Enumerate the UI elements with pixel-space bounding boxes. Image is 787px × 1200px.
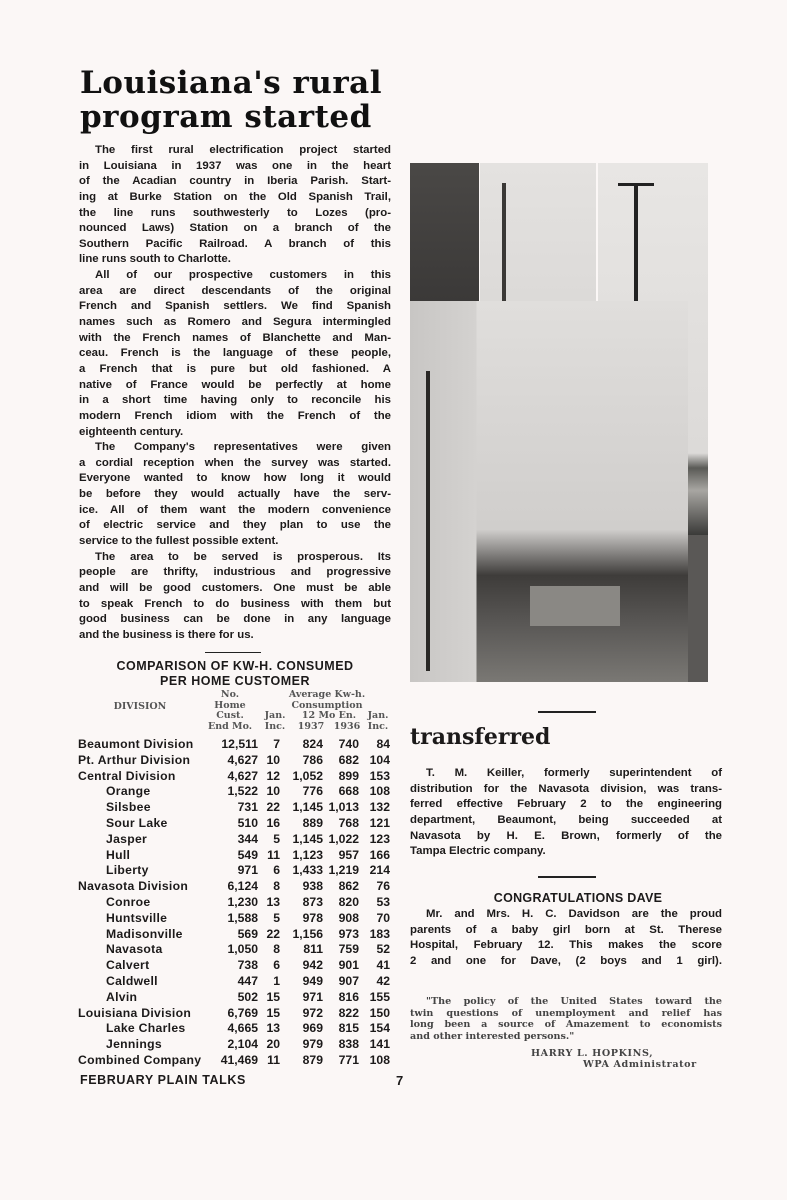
text-line: with the French names of Blanchette and Man-: [79, 331, 391, 344]
kwh-1936: 759: [338, 942, 359, 957]
header-1936: 1936: [333, 720, 361, 732]
text-line: modern French idiom with the French of the: [79, 409, 391, 422]
header-text: Inc.: [367, 720, 389, 732]
text-line: to speak French to do business with them but: [79, 597, 391, 610]
header-text: Consumption: [291, 699, 363, 711]
home-customers: 1,522: [227, 784, 258, 799]
kwh-jan-increase: 123: [369, 831, 390, 846]
division-name: Liberty: [106, 863, 149, 878]
division-name: Huntsville: [106, 910, 168, 925]
header-1937: 1937: [297, 720, 325, 732]
division-name: Navasota Division: [78, 879, 189, 894]
text-line: long been a source of Amazement to economists: [410, 1019, 722, 1030]
division-name: Jennings: [106, 1037, 162, 1052]
home-customers: 569: [237, 926, 258, 941]
jan-increase: 10: [266, 784, 280, 799]
home-customers: 1,050: [227, 942, 258, 957]
division-name: Pt. Arthur Division: [78, 752, 191, 767]
table-row: [78, 990, 390, 1006]
header-text: End Mo.: [207, 720, 253, 732]
kwh-jan-increase: 155: [369, 989, 390, 1004]
jan-increase: 12: [266, 768, 280, 783]
page-number: 7: [396, 1073, 404, 1088]
text-line: twin questions of unemployment and relief has: [410, 1007, 722, 1019]
photo-dark-panel: [410, 163, 479, 301]
jan-increase: 8: [273, 942, 280, 957]
kwh-1936: 899: [338, 768, 359, 783]
division-name: Orange: [106, 784, 151, 799]
text-line: department, Beaumont, being succeeded at: [410, 813, 722, 826]
text-line: be before they would actually have the serv-: [79, 488, 391, 501]
jan-increase: 15: [266, 989, 280, 1004]
kwh-1937: 1,123: [292, 847, 323, 862]
table-row: [78, 895, 390, 911]
kwh-jan-increase: 150: [369, 1005, 390, 1020]
kwh-1937: 776: [302, 784, 323, 799]
congrats-heading: CONGRATULATIONS DAVE: [493, 891, 663, 905]
kwh-1937: 1,156: [292, 926, 323, 941]
home-customers: 4,627: [227, 752, 258, 767]
home-customers: 738: [237, 958, 258, 973]
header-text: Home: [214, 699, 246, 711]
table-row: [78, 800, 390, 816]
home-customers: 1,230: [227, 895, 258, 909]
jan-increase: 16: [266, 816, 280, 830]
text-line: people are thrifty, industrious and progressive: [79, 566, 391, 579]
text-line: of the Acadian country in Iberia Parish. Start-: [79, 175, 391, 188]
kwh-1937: 942: [302, 958, 323, 973]
kwh-1937: 969: [302, 1021, 323, 1036]
table-row: [78, 958, 390, 974]
text-line: and other interested persons.": [410, 1030, 575, 1042]
text-line: Hospital, February 12. This makes the score: [410, 939, 722, 952]
header-text: Jan.: [264, 710, 286, 721]
header-home-cust: [200, 690, 260, 732]
text-line: area are direct descendants of the original: [79, 284, 391, 297]
jan-increase: 20: [266, 1037, 280, 1052]
text-line: in a short time having only to reconcile his: [79, 394, 391, 407]
text-line: names such as Romero and Segura intermingled: [79, 316, 391, 329]
congrats-body: [410, 907, 722, 970]
kwh-1936: 668: [338, 784, 359, 799]
text-line: The area to be served is prosperous. Its: [95, 550, 391, 563]
text-line: ferred effective February 2 to the engineering: [410, 798, 722, 811]
table-row: [78, 1053, 390, 1069]
table-row: [78, 784, 390, 800]
home-customers: 502: [237, 989, 258, 1004]
kwh-jan-increase: 104: [369, 752, 390, 767]
kwh-1937: 949: [302, 974, 323, 988]
division-name: Navasota: [106, 942, 163, 957]
kwh-1936: 771: [338, 1053, 359, 1067]
text-line: nounced Laws) Station on a branch of the: [79, 222, 391, 235]
kwh-1937: 824: [302, 737, 323, 751]
text-line: service to the fullest possible extent.: [79, 535, 279, 548]
header-average: [272, 690, 382, 711]
kwh-jan-increase: 84: [376, 737, 390, 751]
home-customers: 12,511: [221, 737, 258, 751]
jan-increase: 13: [266, 1021, 280, 1036]
kwh-1936: 901: [338, 958, 359, 973]
kwh-1936: 862: [338, 879, 359, 894]
article-title: [80, 66, 410, 134]
jan-increase: 22: [266, 800, 280, 815]
text-line: and the business is there for us.: [79, 628, 254, 641]
division-name: Hull: [106, 847, 131, 862]
kwh-1936: 740: [338, 737, 359, 751]
divider: [538, 876, 596, 878]
table-row: [78, 1006, 390, 1022]
text-line: of electric service and they plan to use the: [79, 519, 391, 532]
text-line: Tampa Electric company.: [410, 845, 546, 858]
title-line: program started: [80, 99, 372, 135]
jan-increase: 5: [273, 910, 280, 925]
kwh-1936: 682: [338, 752, 359, 767]
table-row: [78, 753, 390, 769]
table-row: [78, 848, 390, 864]
home-customers: 4,665: [227, 1021, 258, 1036]
text-line: T. M. Keiller, formerly superintendent of: [426, 767, 722, 779]
kwh-1937: 1,433: [292, 863, 323, 878]
table-title-line: PER HOME CUSTOMER: [160, 674, 310, 688]
photo-house-trees: [410, 301, 688, 682]
text-line: eighteenth century.: [79, 425, 184, 438]
text-line: parents of a baby girl born at St. Therese: [410, 923, 722, 936]
table-row: [78, 927, 390, 943]
kwh-jan-increase: 183: [369, 926, 390, 941]
division-name: Sour Lake: [106, 816, 168, 830]
kwh-1936: 1,219: [328, 863, 359, 878]
text-line: and will be good customers. One must be able: [79, 581, 391, 594]
table-row: [78, 737, 390, 753]
table-row: [78, 879, 390, 895]
kwh-jan-increase: 214: [369, 863, 390, 878]
division-name: Calvert: [106, 958, 150, 973]
kwh-1936: 822: [338, 1005, 359, 1020]
text-line: the line runs southwesterly to Lozes (pro-: [79, 206, 391, 219]
text-line: "The policy of the United States toward the: [426, 996, 722, 1007]
kwh-1937: 879: [302, 1053, 323, 1067]
text-line: distribution for the Navasota division, was trans-: [410, 782, 722, 795]
kwh-jan-increase: 132: [369, 800, 390, 815]
text-line: ice. All of them want the modern convenience: [79, 503, 391, 516]
table-row: [78, 863, 390, 879]
division-name: Lake Charles: [106, 1021, 186, 1036]
jan-increase: 6: [273, 863, 280, 878]
quote-author-title: WPA Administrator: [583, 1059, 697, 1070]
jan-increase: 5: [273, 831, 280, 846]
title-line: Louisiana's rural: [80, 65, 383, 101]
text-line: a cordial reception when the survey was started.: [79, 456, 391, 469]
kwh-1936: 907: [338, 974, 359, 988]
kwh-jan-increase: 41: [376, 958, 390, 973]
text-line: good business can be done in any language: [79, 613, 391, 626]
kwh-1936: 815: [338, 1021, 359, 1036]
kwh-1936: 768: [338, 816, 359, 830]
division-name: Combined Company: [78, 1053, 202, 1067]
quote-author: HARRY L. HOPKINS,: [531, 1048, 654, 1059]
kwh-1936: 973: [338, 926, 359, 941]
division-name: Jasper: [106, 831, 148, 846]
header-text: Jan.: [367, 710, 389, 721]
text-line: in Louisiana in 1937 was one in the heart: [79, 159, 391, 172]
kwh-1936: 957: [338, 847, 359, 862]
publication-name: FEBRUARY PLAIN TALKS: [80, 1073, 246, 1087]
photo-edge-strip: [688, 535, 708, 682]
division-name: Madisonville: [106, 926, 183, 941]
header-text: Average Kw-h.: [288, 689, 366, 700]
text-line: French and Spanish settlers. We find Spanish: [79, 300, 391, 313]
text-line: ceau. French is the language of these people,: [79, 347, 391, 360]
article-body: [79, 143, 391, 644]
division-name: Conroe: [106, 895, 151, 909]
header-12mo: 12 Mo En.: [301, 710, 357, 721]
kwh-1937: 938: [302, 879, 323, 894]
table-row: [78, 1037, 390, 1053]
jan-increase: 15: [266, 1005, 280, 1020]
kwh-1937: 1,145: [292, 831, 323, 846]
table-title: [78, 659, 392, 689]
kwh-jan-increase: 76: [376, 879, 390, 894]
kwh-jan-increase: 108: [369, 1053, 390, 1067]
kwh-jan-increase: 53: [376, 895, 390, 909]
division-name: Central Division: [78, 768, 176, 783]
kwh-1937: 978: [302, 910, 323, 925]
kwh-jan-increase: 42: [376, 974, 390, 988]
division-name: Caldwell: [106, 974, 158, 988]
kwh-jan-increase: 52: [376, 942, 390, 957]
transferred-heading: transferred: [410, 724, 551, 750]
table-row: [78, 974, 390, 990]
home-customers: 6,124: [227, 879, 258, 894]
text-line: Mr. and Mrs. H. C. Davidson are the proud: [426, 908, 722, 920]
text-line: line runs south to Charlotte.: [79, 253, 231, 266]
home-customers: 6,769: [227, 1005, 258, 1020]
text-line: Navasota by H. E. Brown, formerly of the: [410, 829, 722, 842]
text-line: native of France would be perfectly at home: [79, 378, 391, 391]
jan-increase: 8: [273, 879, 280, 894]
header-text: No.: [220, 689, 240, 700]
text-line: Southern Pacific Railroad. A branch of this: [79, 237, 391, 250]
divider: [205, 652, 261, 653]
kwh-1936: 908: [338, 910, 359, 925]
home-customers: 2,104: [227, 1037, 258, 1052]
header-division: DIVISION: [113, 701, 167, 712]
kwh-1936: 838: [338, 1037, 359, 1052]
home-customers: 344: [237, 831, 258, 846]
jan-increase: 1: [273, 974, 280, 988]
jan-increase: 11: [267, 1053, 280, 1067]
jan-increase: 10: [266, 752, 280, 767]
division-name: Alvin: [106, 989, 138, 1004]
text-line: Everyone wanted to know how long it would: [79, 472, 391, 485]
home-customers: 731: [237, 800, 258, 815]
home-customers: 41,469: [220, 1053, 258, 1067]
kwh-jan-increase: 141: [369, 1037, 390, 1052]
kwh-jan-increase: 121: [369, 816, 390, 830]
transferred-body: [410, 766, 722, 860]
text-line: All of our prospective customers in this: [95, 269, 391, 282]
jan-increase: 11: [267, 847, 280, 862]
text-line: The first rural electrification project started: [95, 144, 391, 156]
header-jan-inc-2: [364, 711, 392, 732]
division-name: Louisiana Division: [78, 1005, 192, 1020]
jan-increase: 7: [273, 737, 280, 751]
table-row: [78, 1021, 390, 1037]
home-customers: 1,588: [227, 910, 258, 925]
home-customers: 447: [237, 974, 258, 988]
kwh-1936: 820: [338, 895, 359, 909]
quote-text: [410, 996, 722, 1042]
kwh-1937: 873: [302, 895, 323, 909]
table-row: [78, 942, 390, 958]
table-row: [78, 911, 390, 927]
kwh-1937: 979: [302, 1037, 323, 1052]
kwh-1936: 1,013: [328, 800, 359, 815]
kwh-1937: 889: [302, 816, 323, 830]
kwh-jan-increase: 154: [369, 1021, 390, 1036]
text-line: 2 and one for Dave, (2 boys and 1 girl).: [410, 954, 722, 967]
header-jan-inc: [262, 711, 288, 732]
kwh-jan-increase: 166: [369, 847, 390, 862]
header-text: Cust.: [216, 710, 244, 721]
text-line: a French that is pure but old fashioned. A: [79, 362, 391, 375]
table-title-line: COMPARISON OF KW-H. CONSUMED: [116, 659, 354, 673]
home-customers: 971: [237, 863, 258, 878]
kwh-jan-increase: 153: [369, 768, 390, 783]
kwh-1937: 1,145: [292, 800, 323, 815]
jan-increase: 22: [266, 926, 280, 941]
division-name: Silsbee: [106, 800, 151, 815]
kwh-1937: 971: [302, 989, 323, 1004]
home-customers: 4,627: [227, 768, 258, 783]
kwh-1937: 1,052: [292, 768, 323, 783]
text-line: The Company's representatives were given: [95, 441, 391, 454]
kwh-1937: 786: [302, 752, 323, 767]
kwh-jan-increase: 108: [369, 784, 390, 799]
kwh-1936: 816: [338, 989, 359, 1004]
jan-increase: 13: [266, 895, 280, 909]
jan-increase: 6: [273, 958, 280, 973]
divider: [538, 711, 596, 713]
kwh-1937: 972: [302, 1005, 323, 1020]
text-line: ing at Burke Station on the Old Spanish Trail,: [79, 190, 391, 203]
table-row: [78, 832, 390, 848]
home-customers: 549: [237, 847, 258, 862]
kwh-jan-increase: 70: [376, 910, 390, 925]
header-text: Inc.: [264, 720, 286, 732]
table-row: [78, 769, 390, 785]
home-customers: 510: [237, 816, 258, 830]
table-row: [78, 816, 390, 832]
kwh-1936: 1,022: [328, 831, 359, 846]
kwh-1937: 811: [303, 942, 323, 957]
division-name: Beaumont Division: [78, 737, 194, 751]
